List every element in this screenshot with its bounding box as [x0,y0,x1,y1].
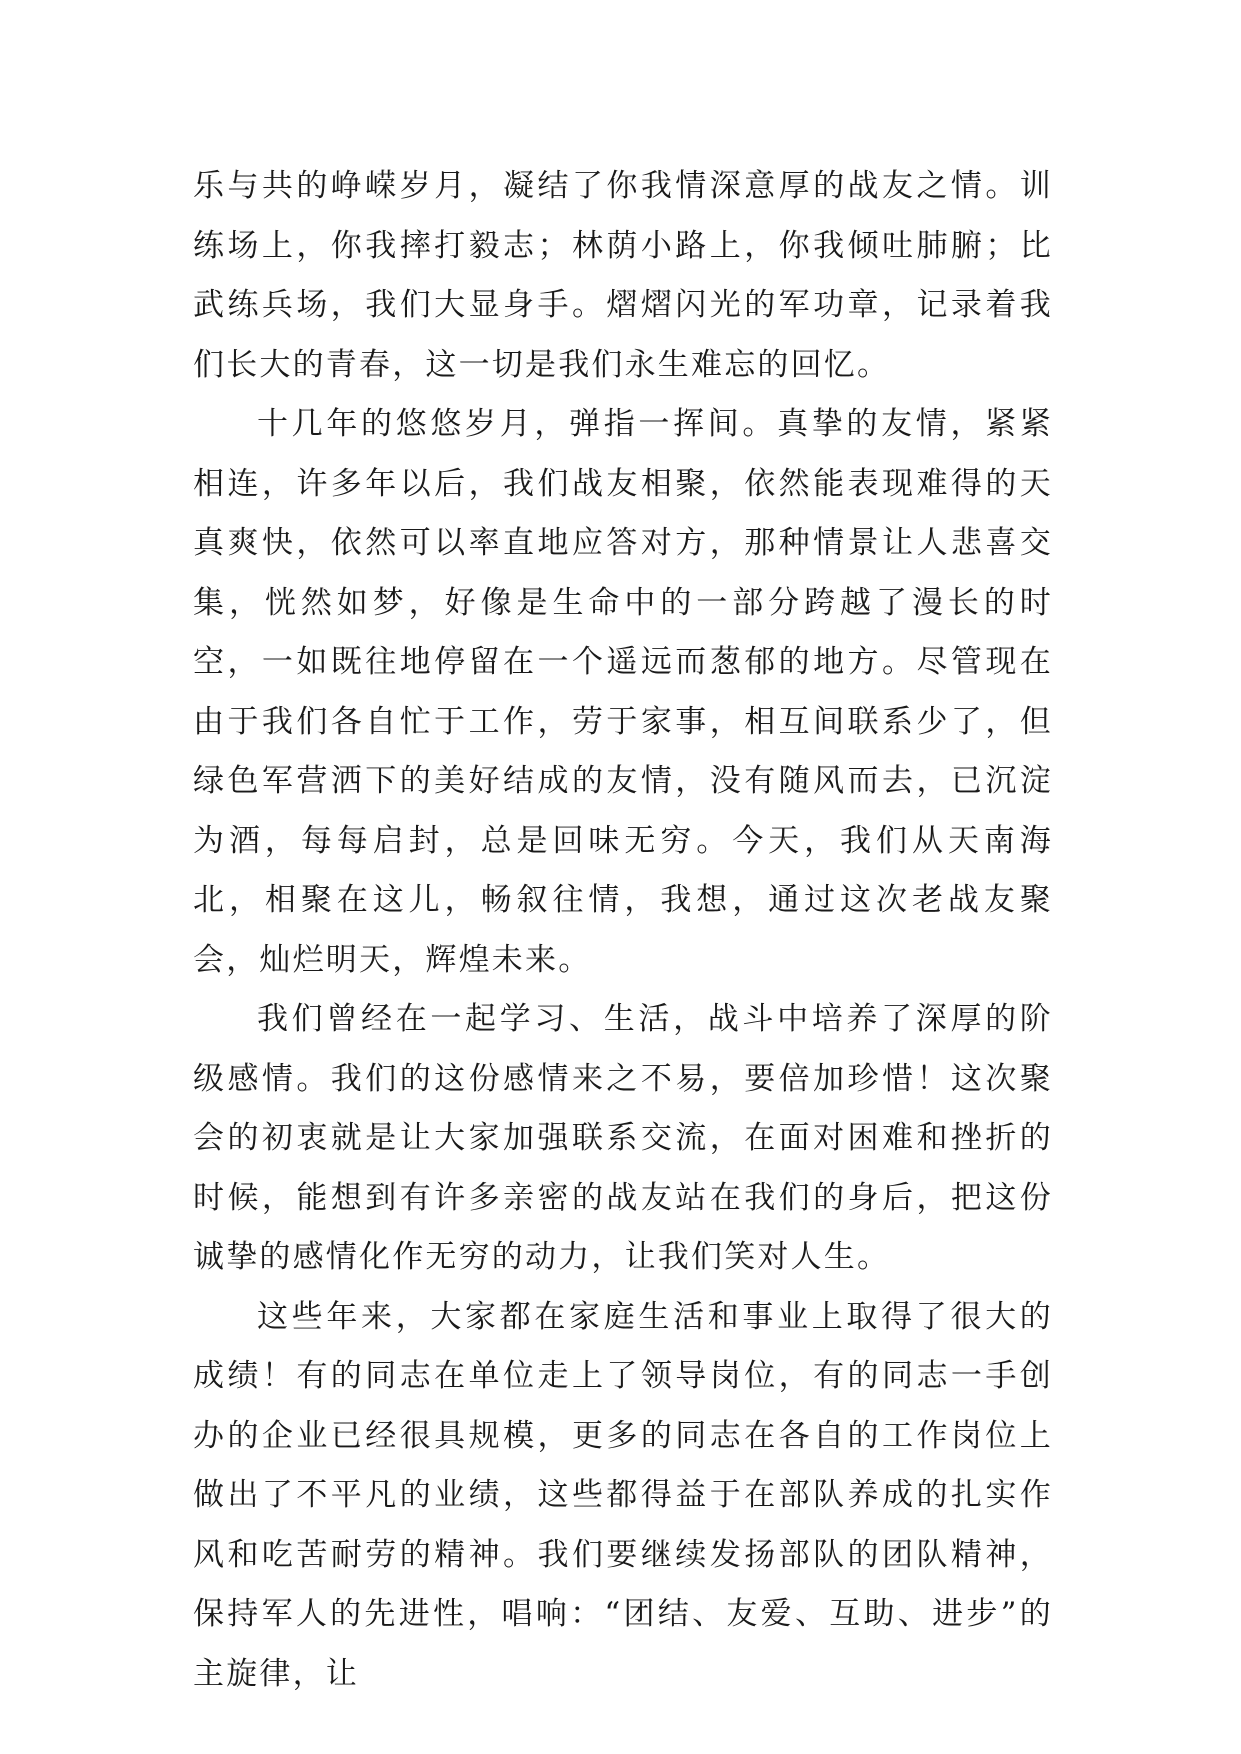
paragraph-4: 这些年来，大家都在家庭生活和事业上取得了很大的成绩！有的同志在单位走上了领导岗位，有的同志一手创办的企业已经很具规模，更多的同志在各自的工作岗位上做出了不平凡的业绩，这些都得益于在部队养成的扎实作风和吃苦耐劳的精神。我们要继续发扬部队的团队精神，保持军人的先进性，唱响：“团结、友爱、互助、进步”的主旋律，让 [193,1298,1053,1692]
body-text [193,157,1053,1704]
paragraph-3: 我们曾经在一起学习、生活，战斗中培养了深厚的阶级感情。我们的这份感情来之不易，要倍加珍惜！这次聚会的初衷就是让大家加强联系交流，在面对困难和挫折的时候，能想到有许多亲密的战友站在我们的身后，把这份诚挚的感情化作无穷的动力，让我们笑对人生。 [193,1001,1053,1275]
paragraph-1: 乐与共的峥嵘岁月，凝结了你我情深意厚的战友之情。训练场上，你我摔打毅志；林荫小路上，你我倾吐肺腑；比武练兵场，我们大显身手。熠熠闪光的军功章，记录着我们长大的青春，这一切是我们永生难忘的回忆。 [193,168,1053,383]
paragraph-2: 十几年的悠悠岁月，弹指一挥间。真挚的友情，紧紧相连，许多年以后，我们战友相聚，依然能表现难得的天真爽快，依然可以率直地应答对方，那种情景让人悲喜交集，恍然如梦，好像是生命中的一部分跨越了漫长的时空，一如既往地停留在一个遥远而葱郁的地方。尽管现在由于我们各自忙于工作，劳于家事，相互间联系少了，但绿色军营洒下的美好结成的友情，没有随风而去，已沉淀为酒，每每启封，总是回味无穷。今天，我们从天南海北，相聚在这儿，畅叙往情，我想，通过这次老战友聚会，灿烂明天，辉煌未来。 [193,406,1053,978]
